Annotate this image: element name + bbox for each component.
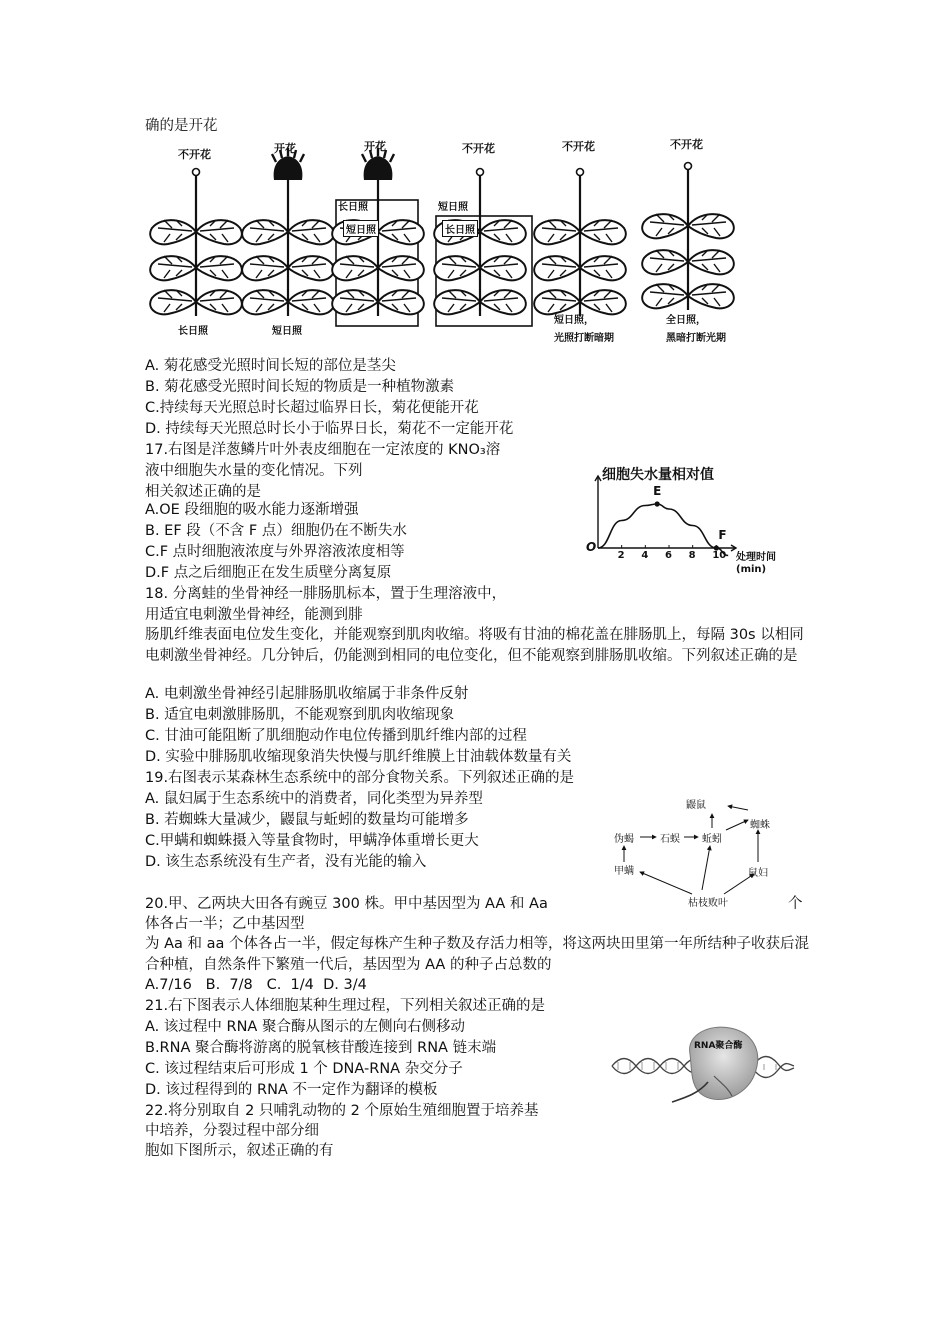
chart-origin: O xyxy=(586,540,597,554)
chart-x-tick-label-1: 2 xyxy=(617,550,625,561)
node-woodlouse: 鼠妇 xyxy=(748,868,768,879)
q22-stem-2: 中培养，分裂过程中部分细 xyxy=(145,1123,319,1139)
chart-point-e-label: E xyxy=(653,484,662,498)
plant-2 xyxy=(242,148,334,316)
plant-5 xyxy=(534,169,626,317)
q21-option-c: C. 该过程结束后可形成 1 个 DNA-RNA 杂交分子 xyxy=(145,1061,463,1077)
plant-6 xyxy=(642,163,734,311)
q18-option-b: B. 适宜电刺激腓肠肌，不能观察到肌肉收缩现象 xyxy=(145,707,455,723)
bottom-label-6: 全日照， 黑暗打断光期 xyxy=(666,315,726,344)
top-label-1: 不开花 xyxy=(178,148,211,161)
box4-top-label: 短日照 xyxy=(438,202,468,213)
chart-xlabel: 处理时间(min) xyxy=(736,552,776,575)
intro-text: 确的是开花 xyxy=(145,118,218,134)
transcription-drawing xyxy=(612,1024,794,1110)
q18-option-a: A. 电刺激坐骨神经引起腓肠肌收缩属于非条件反射 xyxy=(145,686,469,702)
q19-option-c: C.甲螨和蜘蛛摄入等量食物时，甲螨净体重增长更大 xyxy=(145,833,479,849)
top-label-4: 不开花 xyxy=(462,142,495,155)
food-web-diagram xyxy=(610,790,790,910)
chart-point-e xyxy=(655,501,660,506)
q17-option-a: A.OE 段细胞的吸水能力逐渐增强 xyxy=(145,502,359,518)
q20-options: A.7/16 B. 7/8 C. 1/4 D. 3/4 xyxy=(145,977,367,993)
q16-option-a: A. 菊花感受光照时间长短的部位是茎尖 xyxy=(145,358,396,374)
chart-x-tick-label-5: 10 xyxy=(712,550,727,561)
q20-stem-2: 体各占一半；乙中基因型 xyxy=(145,916,305,932)
node-earthworm: 蚯蚓 xyxy=(702,834,722,845)
q16-option-b: B. 菊花感受光照时间长短的物质是一种植物激素 xyxy=(145,379,455,395)
node-mite: 甲螨 xyxy=(614,866,634,877)
q17-option-c: C.F 点时细胞液浓度与外界溶液浓度相等 xyxy=(145,544,405,560)
rna-polymerase-label: RNA聚合酶 xyxy=(694,1041,743,1051)
q17-stem-1: 17.右图是洋葱鳞片叶外表皮细胞在一定浓度的 KNO₃溶 xyxy=(145,442,501,458)
plant-3 xyxy=(332,148,424,326)
q22-stem-1: 22.将分别取自 2 只哺乳动物的 2 个原始生殖细胞置于培养基 xyxy=(145,1103,539,1119)
chart-x-tick-label-2: 4 xyxy=(641,550,649,561)
water-loss-chart xyxy=(580,462,780,586)
bottom-label-1: 长日照 xyxy=(178,326,208,337)
chart-title: 细胞失水量相对值 xyxy=(602,467,714,483)
q16-option-c: C.持续每天光照总时长超过临界日长，菊花便能开花 xyxy=(145,400,479,416)
q20-stem-1: 20.甲、乙两块大田各有豌豆 300 株。甲中基因型为 AA 和 Aa xyxy=(145,896,548,912)
node-litter: 枯枝败叶 xyxy=(688,898,728,909)
top-label-3: 开花 xyxy=(364,140,386,153)
top-label-6: 不开花 xyxy=(670,138,703,151)
q19-stem: 19.右图表示某森林生态系统中的部分食物关系。下列叙述正确的是 xyxy=(145,770,575,786)
chart-point-f-label: F xyxy=(718,528,727,542)
q20-stem-tail: 个 xyxy=(788,896,803,912)
plant-1 xyxy=(150,169,242,317)
q19-option-b: B. 若蜘蛛大量减少，鼹鼠与蚯蚓的数量均可能增多 xyxy=(145,812,469,828)
q17-stem-2: 液中细胞失水量的变化情况。下列 xyxy=(145,463,363,479)
q21-stem: 21.右下图表示人体细胞某种生理过程，下列相关叙述正确的是 xyxy=(145,998,546,1014)
node-centipede: 石蜈 xyxy=(660,834,680,845)
q22-stem-3: 胞如下图所示，叙述正确的有 xyxy=(145,1143,334,1159)
chart-x-tick-label-3: 6 xyxy=(665,550,672,561)
q18-stem-2: 用适宜电刺激坐骨神经，能测到腓 xyxy=(145,607,363,623)
q21-option-d: D. 该过程得到的 RNA 不一定作为翻译的模板 xyxy=(145,1082,438,1098)
q18-option-c: C. 甘油可能阻断了肌细胞动作电位传播到肌纤维内部的过程 xyxy=(145,728,527,744)
photoperiod-figure xyxy=(150,136,770,348)
bottom-label-2: 短日照 xyxy=(272,326,302,337)
q20-stem-para: 为 Aa 和 aa 个体各占一半，假定每株产生种子数及存活力相等，将这两块田里第一年所结种子收获后混合种植，自然条件下繁殖一代后，基因型为 AA 的种子占总数的 xyxy=(145,936,810,973)
node-mole: 鼹鼠 xyxy=(686,800,706,811)
q17-stem-3: 相关叙述正确的是 xyxy=(145,484,261,500)
plant-4 xyxy=(434,169,532,327)
q17-option-b: B. EF 段（不含 F 点）细胞仍在不断失水 xyxy=(145,523,407,539)
q17-option-d: D.F 点之后细胞正在发生质壁分离复原 xyxy=(145,565,392,581)
top-label-2: 开花 xyxy=(274,142,296,155)
q18-stem-1: 18. 分离蛙的坐骨神经一腓肠肌标本，置于生理溶液中， xyxy=(145,586,507,602)
transcription-figure xyxy=(612,1024,794,1110)
node-spider: 蜘蛛 xyxy=(750,820,770,831)
top-label-5: 不开花 xyxy=(562,140,595,153)
box4-inner-label: 长日照 xyxy=(442,220,478,237)
q18-option-d: D. 实验中腓肠肌收缩现象消失快慢与肌纤维膜上甘油载体数量有关 xyxy=(145,749,572,765)
bottom-label-5: 短日照， 光照打断暗期 xyxy=(554,315,614,344)
q21-option-b: B.RNA 聚合酶将游离的脱氧核苷酸连接到 RNA 链末端 xyxy=(145,1040,497,1056)
q19-option-a: A. 鼠妇属于生态系统中的消费者，同化类型为异养型 xyxy=(145,791,483,807)
q21-option-a: A. 该过程中 RNA 聚合酶从图示的左侧向右侧移动 xyxy=(145,1019,465,1035)
q16-option-d: D. 持续每天光照总时长小于临界日长，菊花不一定能开花 xyxy=(145,421,514,437)
q18-stem-para: 肠肌纤维表面电位发生变化，并能观察到肌肉收缩。将吸有甘油的棉花盖在腓肠肌上，每隔 30s 以相同电刺激坐骨神经。几分钟后，仍能测到相同的电位变化，但不能观察到腓肠肌收缩。下列叙述正确的是 xyxy=(145,627,804,664)
box3-top-label: 长日照 xyxy=(338,202,368,213)
chart-x-tick-label-4: 8 xyxy=(688,550,696,561)
node-fly: 伪蝎 xyxy=(614,834,634,845)
q19-option-d: D. 该生态系统没有生产者，没有光能的输入 xyxy=(145,854,427,870)
box3-inner-label: 短日照 xyxy=(343,220,379,237)
